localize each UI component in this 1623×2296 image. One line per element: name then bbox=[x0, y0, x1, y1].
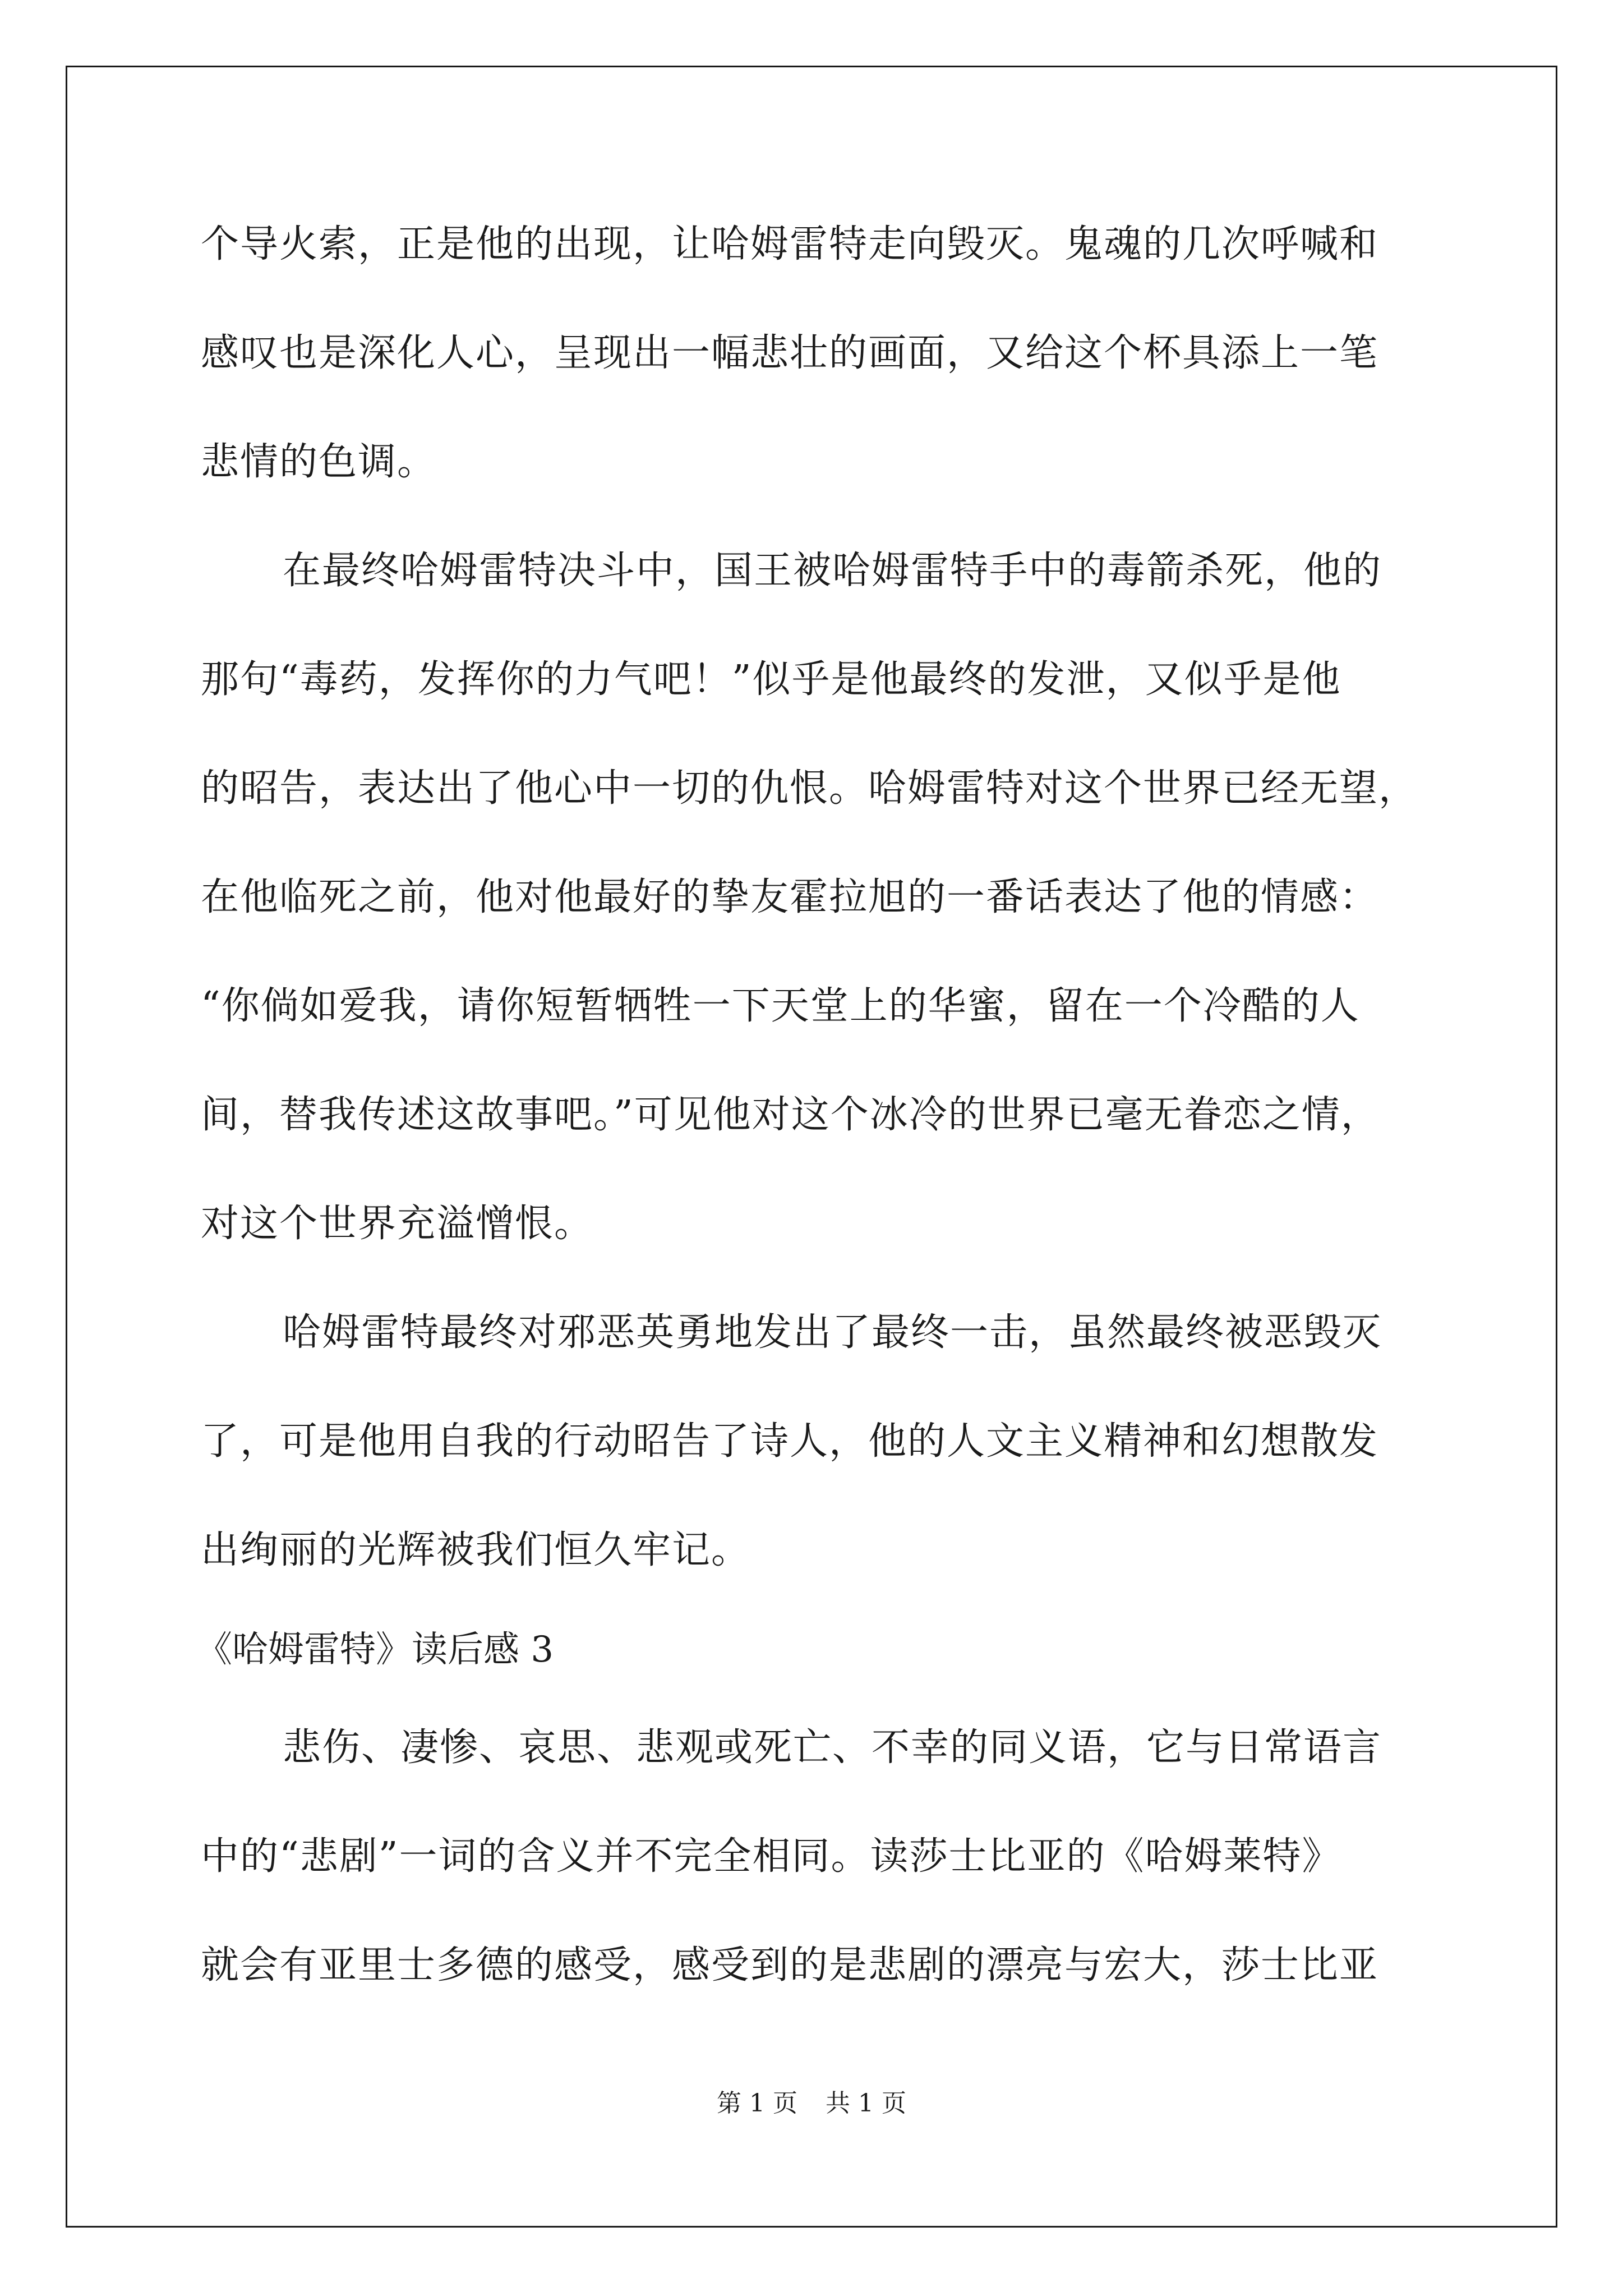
paragraph-line: 悲情的色调。 bbox=[201, 440, 437, 484]
paragraph-line: 中的“悲剧”一词的含义并不完全相同。读莎士比亚的《哈姆莱特》 bbox=[201, 1834, 1341, 1879]
paragraph-line: 的昭告，表达出了他心中一切的仇恨。哈姆雷特对这个世界已经无望， bbox=[201, 766, 1418, 811]
paragraph-line: 那句“毒药，发挥你的力气吧！”似乎是他最终的发泄，又似乎是他 bbox=[201, 657, 1341, 702]
paragraph-line: 出绚丽的光辉被我们恒久牢记。 bbox=[201, 1528, 751, 1572]
page-footer bbox=[0, 2087, 1623, 2120]
page-number: 第 1 页 bbox=[717, 2089, 797, 2118]
paragraph-line: 间，替我传述这故事吧。”可见他对这个冰冷的世界已毫无眷恋之情， bbox=[201, 1093, 1380, 1137]
paragraph-line: 就会有亚里士多德的感受，感受到的是悲剧的漂亮与宏大，莎士比亚 bbox=[201, 1943, 1379, 1987]
paragraph-line: 个导火索，正是他的出现，让哈姆雷特走向毁灭。鬼魂的几次呼喊和 bbox=[201, 222, 1379, 266]
page-border bbox=[66, 66, 1557, 2228]
paragraph-line: 了，可是他用自我的行动昭告了诗人，他的人文主义精神和幻想散发 bbox=[201, 1419, 1379, 1464]
paragraph-line: 哈姆雷特最终对邪恶英勇地发出了最终一击，虽然最终被恶毁灭 bbox=[283, 1310, 1382, 1355]
paragraph-line: 感叹也是深化人心，呈现出一幅悲壮的画面，又给这个杯具添上一笔 bbox=[201, 331, 1379, 375]
paragraph-line: 对这个世界充溢憎恨。 bbox=[201, 1202, 594, 1246]
paragraph-line: 悲伤、凄惨、哀思、悲观或死亡、不幸的同义语，它与日常语言 bbox=[283, 1726, 1382, 1770]
paragraph-line: “你倘如爱我，请你短暂牺牲一下天堂上的华蜜，留在一个冷酷的人 bbox=[201, 984, 1360, 1028]
paragraph-line: 在他临死之前，他对他最好的挚友霍拉旭的一番话表达了他的情感： bbox=[201, 875, 1379, 919]
section-heading: 《哈姆雷特》读后感 3 bbox=[196, 1629, 554, 1671]
paragraph-line: 在最终哈姆雷特决斗中，国王被哈姆雷特手中的毒箭杀死，他的 bbox=[283, 549, 1382, 593]
page-total: 共 1 页 bbox=[826, 2089, 906, 2118]
